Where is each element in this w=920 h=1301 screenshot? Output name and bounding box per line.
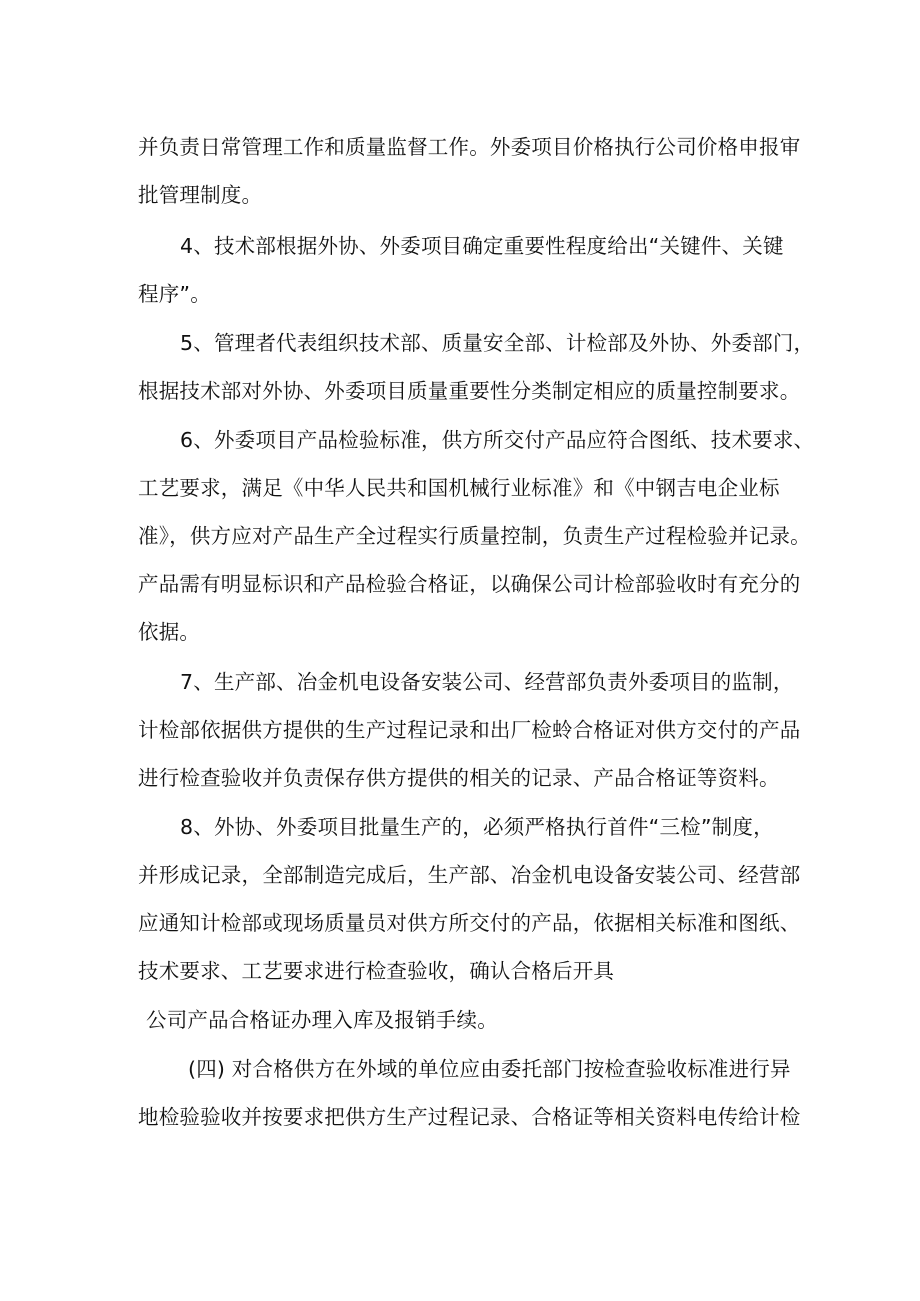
text-line: 5、管理者代表组织技术部、质量安全部、计检部及外协、外委部门，: [180, 331, 815, 355]
text-line: 技术要求、工艺要求进行检查验收，确认合格后开具: [138, 959, 615, 983]
text-line: 6、外委项目产品检验标准，供方所交付产品应符合图纸、技术要求、: [180, 428, 815, 452]
text-line: 计检部依据供方提供的生产过程记录和出厂检蛉合格证对供方交付的产品: [138, 718, 801, 742]
text-line: 依据。: [138, 620, 201, 644]
text-line: 8、外协、外委项目批量生产的，必须严格执行首件“三检”制度，: [180, 815, 774, 839]
text-line: 公司产品合格证办理入库及报销手续。: [146, 1008, 498, 1032]
text-line: 批管理制度。: [138, 183, 263, 207]
text-line: 7、生产部、冶金机电设备安装公司、经营部负责外委项目的监制，: [180, 670, 794, 694]
text-line: 根据技术部对外协、外委项目质量重要性分类制定相应的质量控制要求。: [138, 379, 801, 403]
text-line: 进行检查验收并负责保存供方提供的相关的记录、产品合格证等资料。: [138, 766, 780, 790]
text-line: 工艺要求，满足《中华人民共和国机械行业标准》和《中钢吉电企业标: [138, 476, 780, 500]
text-line: 程序”。: [138, 282, 211, 306]
text-line: (四) 对合格供方在外域的单位应由委托部门按检查验收标准进行异: [188, 1057, 791, 1081]
text-line: 并形成记录，全部制造完成后，生产部、冶金机电设备安装公司、经营部: [138, 863, 801, 887]
text-line: 准》，供方应对产品生产全过程实行质量控制，负责生产过程检验并记录。: [138, 524, 811, 548]
text-line: 产品需有明显标识和产品检验合格证，以确保公司计检部验收时有充分的: [138, 572, 801, 596]
text-line: 地检验验收并按要求把供方生产过程记录、合格证等相关资料电传给计检: [138, 1105, 801, 1129]
text-line: 并负责日常管理工作和质量监督工作。外委项目价格执行公司价格申报审: [138, 135, 801, 159]
text-line: 应通知计检部或现场质量员对供方所交付的产品，依据相关标准和图纸、: [138, 911, 801, 935]
text-line: 4、技术部根据外协、外委项目确定重要性程度给出“关键件、关键: [180, 234, 784, 258]
